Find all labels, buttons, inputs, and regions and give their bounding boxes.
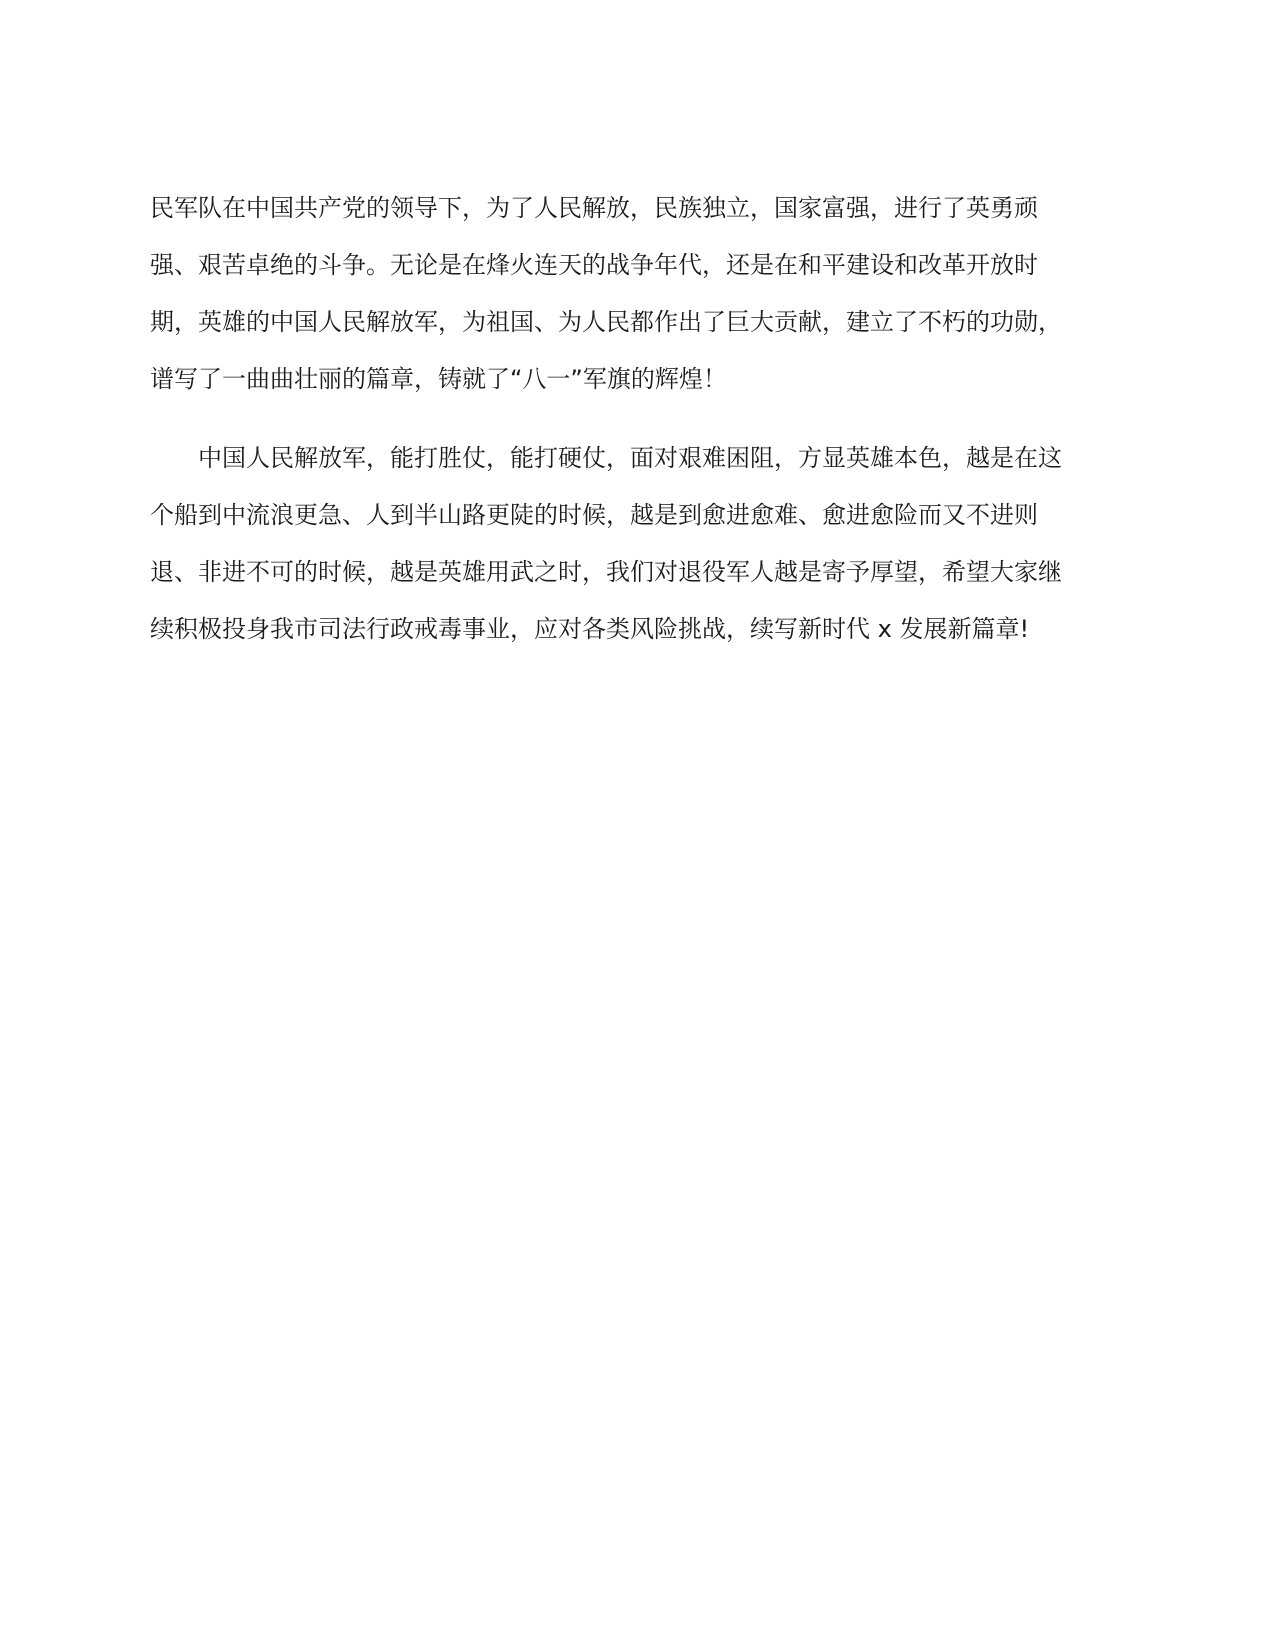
text-line: 个船到中流浪更急、人到半山路更陡的时候，越是到愈进愈难、愈进愈险而又不进则 (150, 501, 1038, 529)
text-line: 谱写了一曲曲壮丽的篇章，铸就了“八一”军旗的辉煌！ (150, 365, 727, 393)
document-body (150, 180, 1110, 658)
text-line: 民军队在中国共产党的领导下，为了人民解放，民族独立，国家富强，进行了英勇顽 (150, 194, 1038, 222)
text-line: 强、艰苦卓绝的斗争。无论是在烽火连天的战争年代，还是在和平建设和改革开放时 (150, 251, 1038, 279)
text-line: 期，英雄的中国人民解放军，为祖国、为人民都作出了巨大贡献，建立了不朽的功勋， (150, 308, 1062, 336)
paragraph-1 (150, 180, 1110, 408)
text-line: 退、非进不可的时候，越是英雄用武之时，我们对退役军人越是寄予厚望，希望大家继 (150, 558, 1062, 586)
text-line: 续积极投身我市司法行政戒毒事业，应对各类风险挑战，续写新时代 x 发展新篇章! (150, 615, 1030, 643)
text-line: 中国人民解放军，能打胜仗，能打硬仗，面对艰难困阻，方显英雄本色，越是在这 (198, 444, 1062, 472)
paragraph-2 (150, 430, 1110, 658)
